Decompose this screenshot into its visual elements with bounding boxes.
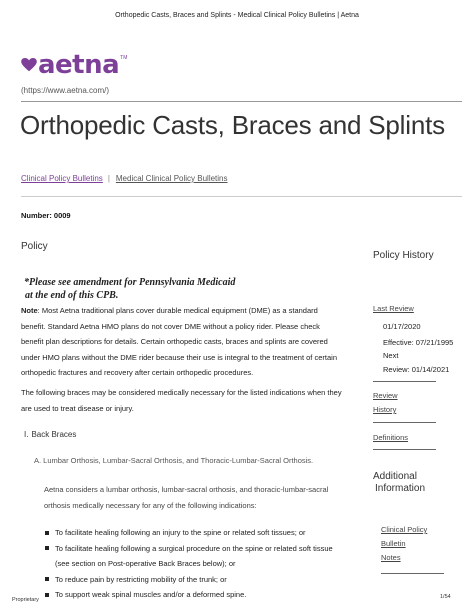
additional-line-1: Additional (373, 471, 417, 482)
amendment-note (24, 276, 284, 302)
page-count: 1/54 (440, 594, 451, 600)
additional-information-heading (373, 471, 468, 495)
review-history-line-2: History (373, 405, 397, 414)
page-title: Orthopedic Casts, Braces and Splints (20, 110, 445, 140)
divider (381, 573, 444, 574)
breadcrumb-link-medical-cpb[interactable]: Medical Clinical Policy Bulletins (115, 174, 228, 183)
review-history-line-1: Review (373, 391, 398, 400)
section-number: I. (24, 430, 29, 439)
divider (373, 381, 436, 382)
next-review-date: Review: 01/14/2021 (383, 365, 450, 374)
heart-icon (21, 58, 37, 72)
divider (373, 449, 436, 450)
next-label: Next (383, 351, 399, 360)
trademark-mark: TM (120, 55, 128, 61)
cpb-notes-line-3: Notes (381, 553, 401, 562)
policy-number: Number: 0009 (21, 211, 71, 220)
cpb-notes-line-2: Bulletin (381, 539, 406, 548)
cpb-notes-link[interactable] (381, 525, 474, 562)
effective-date: Effective: 07/21/1995 (383, 338, 454, 347)
breadcrumb (21, 174, 228, 183)
cpb-notes-line-1: Clinical Policy (381, 525, 428, 534)
breadcrumb-link-clinical-policy-bulletins[interactable]: Clinical Policy Bulletins (21, 174, 103, 183)
list-item: To facilitate healing following a surgical procedure on the spine or related soft tissue (see section on Post-operative Back Braces below); or (44, 541, 344, 572)
aetna-logo[interactable] (21, 52, 127, 78)
proprietary-label: Proprietary (12, 597, 39, 603)
logo-url-link[interactable]: (https://www.aetna.com/) (21, 86, 110, 95)
divider (21, 101, 462, 102)
amendment-line-2: at the end of this CPB. (25, 290, 119, 301)
amendment-line-1: *Please see amendment for Pennsylvania Medicaid (24, 277, 236, 288)
last-review-link[interactable]: Last Review (373, 304, 414, 313)
note-label: Note (21, 306, 38, 315)
section-title: Back Braces (31, 430, 77, 439)
logo-wordmark: aetna (38, 50, 120, 80)
indications-list (44, 525, 344, 603)
list-item: To reduce pain by restricting mobility of the trunk; or (44, 572, 344, 588)
section-heading-back-braces (24, 430, 76, 439)
divider (21, 196, 462, 197)
additional-line-2: Information (375, 483, 426, 494)
list-item: To support weak spinal muscles and/or a deformed spine. (44, 587, 344, 603)
definitions-link[interactable]: Definitions (373, 433, 409, 442)
list-item: To facilitate healing following an injury to the spine or related soft tissues; or (44, 525, 344, 541)
divider (373, 422, 436, 423)
item-a-heading: A. Lumbar Orthosis, Lumbar-Sacral Orthosis, and Thoracic-Lumbar-Sacral Orthosis. (34, 456, 314, 465)
braces-intro-paragraph: The following braces may be considered medically necessary for the listed indications when they are used to treat disease or injury. (21, 388, 342, 413)
policy-heading: Policy (21, 241, 48, 252)
note-text: : Most Aetna traditional plans cover durable medical equipment (DME) as a standard benefit. Standard Aetna HMO plans do not cover DME without a policy rider. Please check benefit plan descriptions for details. Certain orthopedic casts, braces and splints are covered under HMO plans without the DME rider because their use is integral to the treatment of certain orthopedic fractures and recovery after certain orthopedic procedures. (21, 306, 337, 377)
browser-title: Orthopedic Casts, Braces and Splints - Medical Clinical Policy Bulletins | Aetna (115, 12, 359, 19)
review-history-link[interactable] (373, 391, 468, 414)
breadcrumb-separator: | (107, 174, 110, 183)
note-paragraph (21, 303, 343, 381)
last-review-date: 01/17/2020 (383, 322, 421, 331)
item-a-intro: Aetna considers a lumbar orthosis, lumbar-sacral orthosis, and thoracic-lumbar-sacral orthosis medically necessary for any of the following indications: (44, 485, 329, 510)
policy-history-heading: Policy History (373, 250, 434, 261)
